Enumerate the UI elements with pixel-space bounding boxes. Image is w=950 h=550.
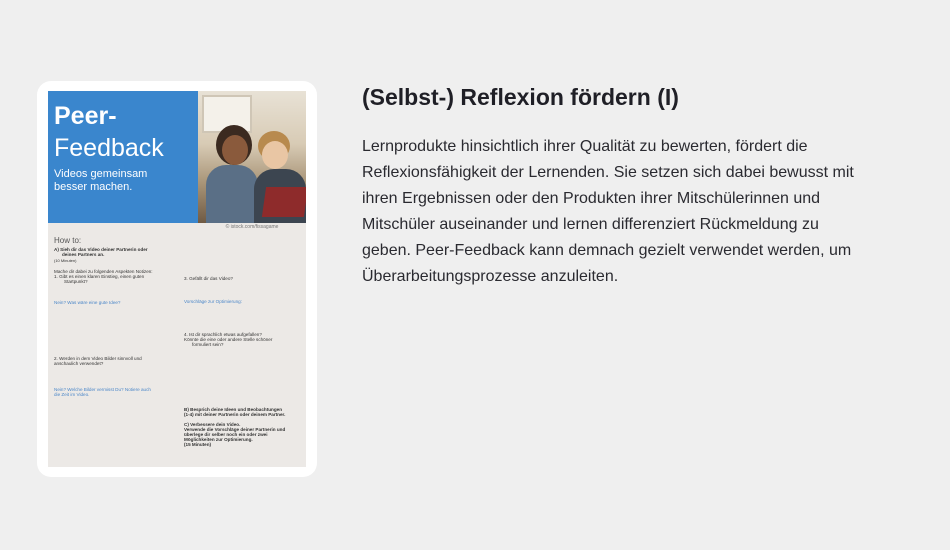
- step-c-title: C) Verbessere dein Video.: [184, 422, 241, 427]
- how-to-label: How to:: [54, 236, 82, 245]
- step-c-line2: Verwende die Vorschläge deiner Partnerin und: [184, 427, 286, 432]
- paragraph-line: Überarbeitungsprozesse anzuleiten.: [362, 268, 619, 285]
- worksheet-header: [48, 91, 306, 223]
- step-c-duration: (15 Minuten): [184, 442, 212, 447]
- worksheet-subtitle-line1: Videos gemeinsam: [54, 168, 148, 180]
- paragraph-line: geben. Peer-Feedback kann demnach gezielt verwendet werden, um: [362, 242, 852, 259]
- step-c-line3: überlege dir selber noch ein oder zwei: [184, 432, 268, 437]
- question-1-hint: Nein? Was wäre eine gute Idee?: [54, 300, 121, 305]
- question-4: 4. Ist dir sprachlich etwas aufgefallen?: [184, 332, 262, 337]
- paragraph-line: Lernprodukte hinsichtlich ihrer Qualität zu bewerten, fördert die: [362, 138, 808, 155]
- paragraph-line: Reflexionsfähigkeit der Lernenden. Sie setzen sich dabei bewusst mit: [362, 164, 854, 181]
- step-b-title: B) Besprich deine Ideen und Beobachtungen: [184, 407, 283, 412]
- question-4-cont: Könnte die eine oder andere Stelle schöner: [184, 337, 273, 342]
- document-preview-card: [37, 81, 317, 477]
- question-1-cont: Startpunkt?: [64, 279, 88, 284]
- section-heading: (Selbst-) Reflexion fördern (I): [362, 84, 679, 110]
- worksheet-title-line2: Feedback: [54, 134, 164, 162]
- note-intro: Mache dir dabei zu folgenden Aspekten Notizen:: [54, 269, 153, 274]
- question-3: 3. Gefällt dir das Video?: [184, 276, 233, 281]
- photo-credit: © istock.com/fissagame: [225, 224, 279, 230]
- question-4-cont2: formuliert sein?: [192, 342, 224, 347]
- worksheet-image: [48, 91, 306, 467]
- step-c-line4: Möglichkeiten zur Optimierung.: [184, 437, 253, 442]
- step-a-duration: (10 Minuten): [54, 258, 77, 263]
- question-2-hint: Nein? Welche Bilder vermisst Du? Notiere auch: [54, 387, 151, 392]
- paragraph-line: ihren Ergebnissen oder den Produkten ihrer Mitschülerinnen und: [362, 190, 821, 207]
- title-panel: [48, 91, 198, 223]
- worksheet-subtitle-line2: besser machen.: [54, 181, 133, 193]
- step-b-title-cont: (1-4) mit deiner Partnerin oder deinem Partner.: [184, 412, 286, 417]
- paragraph-line: Mitschüler auseinander und lernen differenziert Rückmeldung zu: [362, 216, 819, 233]
- question-1: 1. Gibt es einen klaren Einstieg, einen guten: [54, 274, 145, 279]
- question-2-cont: anschaulich verwendet?: [54, 361, 104, 366]
- classroom-photo: [198, 91, 306, 223]
- section-paragraph: [362, 134, 922, 290]
- question-3-hint: Vorschläge zur Optimierung:: [184, 299, 242, 304]
- step-a-title-cont: deines Partners an.: [62, 252, 105, 257]
- worksheet-title-line1: Peer-: [54, 102, 117, 130]
- step-a-title: A) Sieh dir das Video deiner Partnerin oder: [54, 247, 148, 252]
- question-2: 2. Werden in dem Video Bilder sinnvoll und: [54, 356, 142, 361]
- question-2-hint-cont: die Zeit im Video.: [54, 392, 90, 397]
